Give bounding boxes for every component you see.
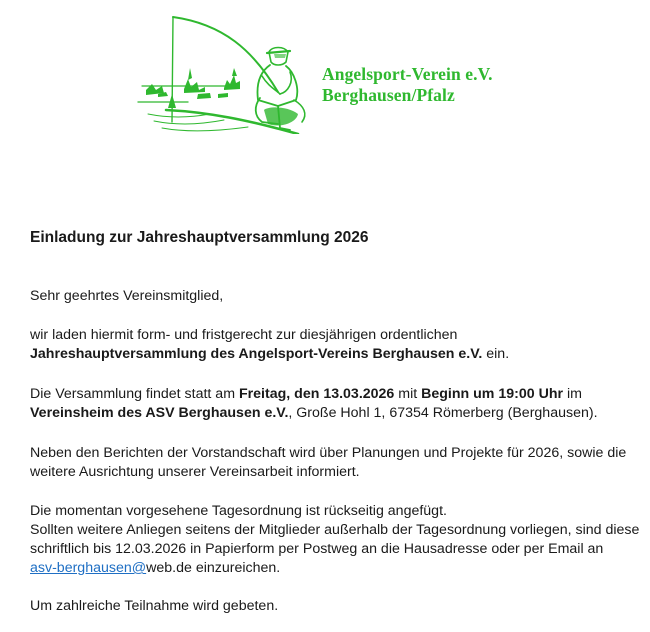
- invitation-end: ein.: [482, 346, 510, 362]
- reports-line1: Neben den Berichten der Vorstandschaft wird über Planungen und Projekte für 2026, sowie die: [30, 445, 627, 461]
- invitation-text: wir laden hiermit form- und fristgerecht zur diesjährigen ordentlichen: [30, 327, 458, 343]
- reports-line2: weitere Ausrichtung unserer Vereinsarbeit informiert.: [30, 464, 360, 480]
- agenda-line2: Sollten weitere Anliegen seitens der Mitglieder außerhalb der Tagesordnung vorliegen, sind diese: [30, 522, 640, 538]
- paragraph-agenda: [30, 502, 640, 578]
- paragraph-invitation: [30, 326, 640, 364]
- meeting-venue: Vereinsheim des ASV Berghausen e.V.: [30, 405, 289, 421]
- date-intro: Die Versammlung findet statt am: [30, 386, 239, 402]
- meeting-time: Beginn um 19:00 Uhr: [421, 386, 564, 402]
- agenda-line1: Die momentan vorgesehene Tagesordnung ist rückseitig angefügt.: [30, 503, 447, 519]
- meeting-address: , Große Hohl 1, 67354 Römerberg (Berghausen).: [288, 405, 598, 421]
- closing: Um zahlreiche Teilnahme wird gebeten.: [30, 598, 279, 614]
- meeting-date: Freitag, den 13.03.2026: [238, 386, 395, 402]
- club-name: [322, 64, 493, 106]
- club-name-line1: Angelsport-Verein e.V.: [322, 64, 493, 84]
- club-name-line2: Berghausen/Pfalz: [322, 85, 455, 105]
- letterhead: [0, 0, 650, 140]
- paragraph-reports: [30, 444, 640, 482]
- email-link[interactable]: asv-berghausen@: [30, 560, 147, 576]
- agenda-line3: schriftlich bis 12.03.2026 in Papierform per Postweg an die Hausadresse oder per Email an: [30, 541, 604, 557]
- paragraph-date-location: [30, 385, 640, 423]
- agenda-line4-rest: web.de einzureichen.: [146, 560, 281, 576]
- letter-title: Einladung zur Jahreshauptversammlung 2026: [30, 229, 369, 246]
- fisherman-logo-icon: [128, 10, 328, 134]
- greeting: Sehr geehrtes Vereinsmitglied,: [30, 288, 224, 304]
- invitation-bold-event: Jahreshauptversammlung des Angelsport-Vereins Berghausen e.V.: [30, 346, 483, 362]
- letter-body: [30, 228, 640, 632]
- date-connector: mit: [394, 386, 422, 402]
- location-connector: im: [563, 386, 582, 402]
